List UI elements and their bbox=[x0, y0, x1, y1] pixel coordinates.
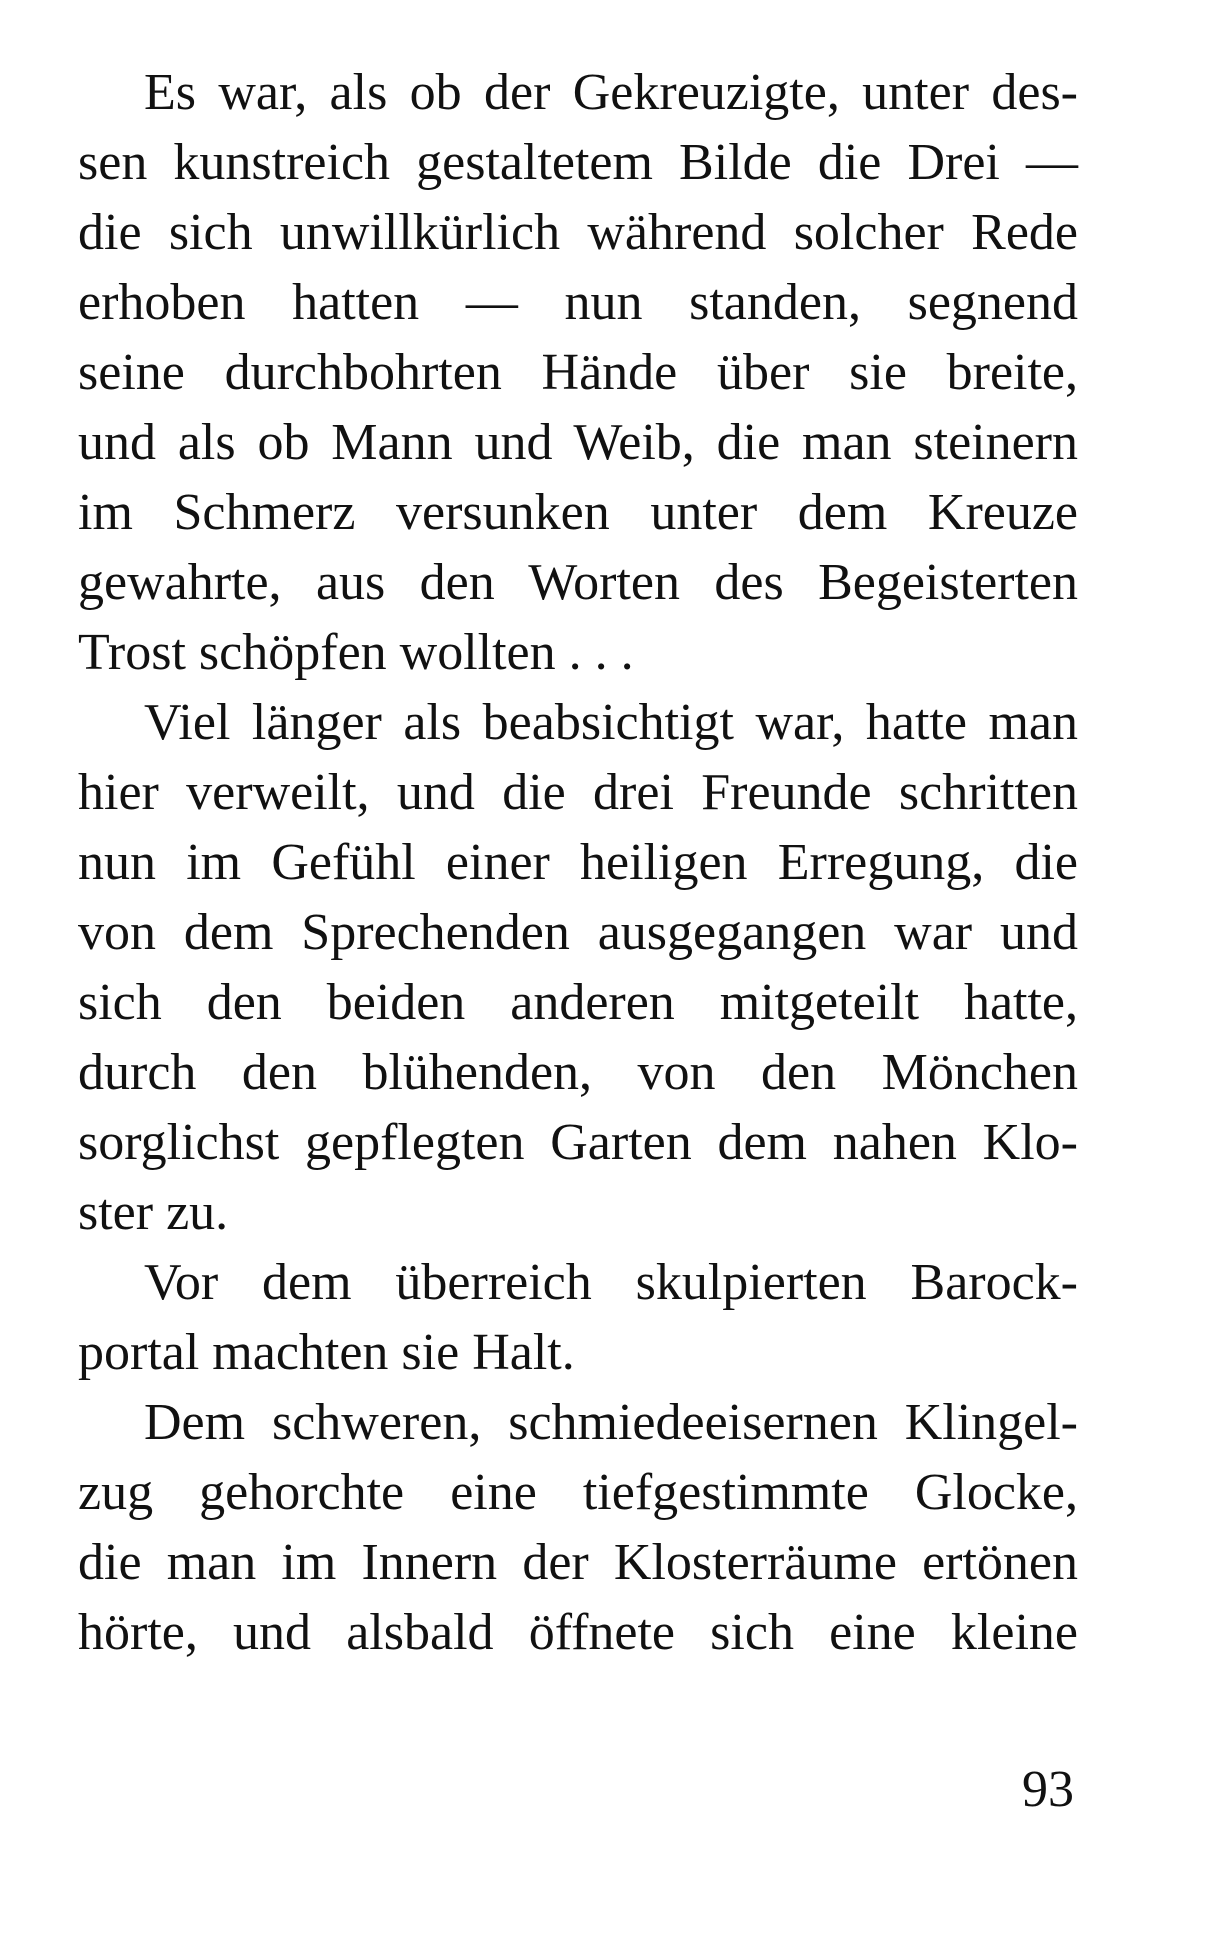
text-line: hier verweilt, und die drei Freunde schritten bbox=[78, 764, 1078, 821]
text-line: nun im Gefühl einer heiligen Erregung, die bbox=[78, 834, 1078, 891]
text-line: sich den beiden anderen mitgeteilt hatte, bbox=[78, 974, 1078, 1031]
text-line: Vor dem überreich skulpierten Barock- bbox=[144, 1254, 1078, 1311]
text-line: portal machten sie Halt. bbox=[78, 1324, 575, 1381]
text-line: Dem schweren, schmiedeeisernen Klingel- bbox=[144, 1394, 1078, 1451]
text-line: ster zu. bbox=[78, 1184, 229, 1241]
text-line: hörte, und alsbald öffnete sich eine kleine bbox=[78, 1604, 1078, 1661]
text-line: gewahrte, aus den Worten des Begeisterten bbox=[78, 554, 1078, 611]
text-line: durch den blühenden, von den Mönchen bbox=[78, 1044, 1078, 1101]
page-number: 93 bbox=[1022, 1761, 1074, 1818]
text-line: zug gehorchte eine tiefgestimmte Glocke, bbox=[78, 1464, 1078, 1521]
text-line: im Schmerz versunken unter dem Kreuze bbox=[78, 484, 1078, 541]
text-line: die man im Innern der Klosterräume ertönen bbox=[78, 1534, 1078, 1591]
text-line: Trost schöpfen wollten . . . bbox=[78, 624, 634, 681]
body-text bbox=[78, 58, 1078, 1668]
text-line: von dem Sprechenden ausgegangen war und bbox=[78, 904, 1078, 961]
text-line: Viel länger als beabsichtigt war, hatte man bbox=[144, 694, 1078, 751]
text-line: erhoben hatten — nun standen, segnend bbox=[78, 274, 1078, 331]
text-line: sen kunstreich gestaltetem Bilde die Drei — bbox=[78, 134, 1078, 191]
text-line: Es war, als ob der Gekreuzigte, unter des- bbox=[144, 64, 1078, 121]
text-line: seine durchbohrten Hände über sie breite, bbox=[78, 344, 1078, 401]
text-line: und als ob Mann und Weib, die man steinern bbox=[78, 414, 1078, 471]
text-line: die sich unwillkürlich während solcher Rede bbox=[78, 204, 1078, 261]
text-line: sorglichst gepflegten Garten dem nahen Klo- bbox=[78, 1114, 1078, 1171]
